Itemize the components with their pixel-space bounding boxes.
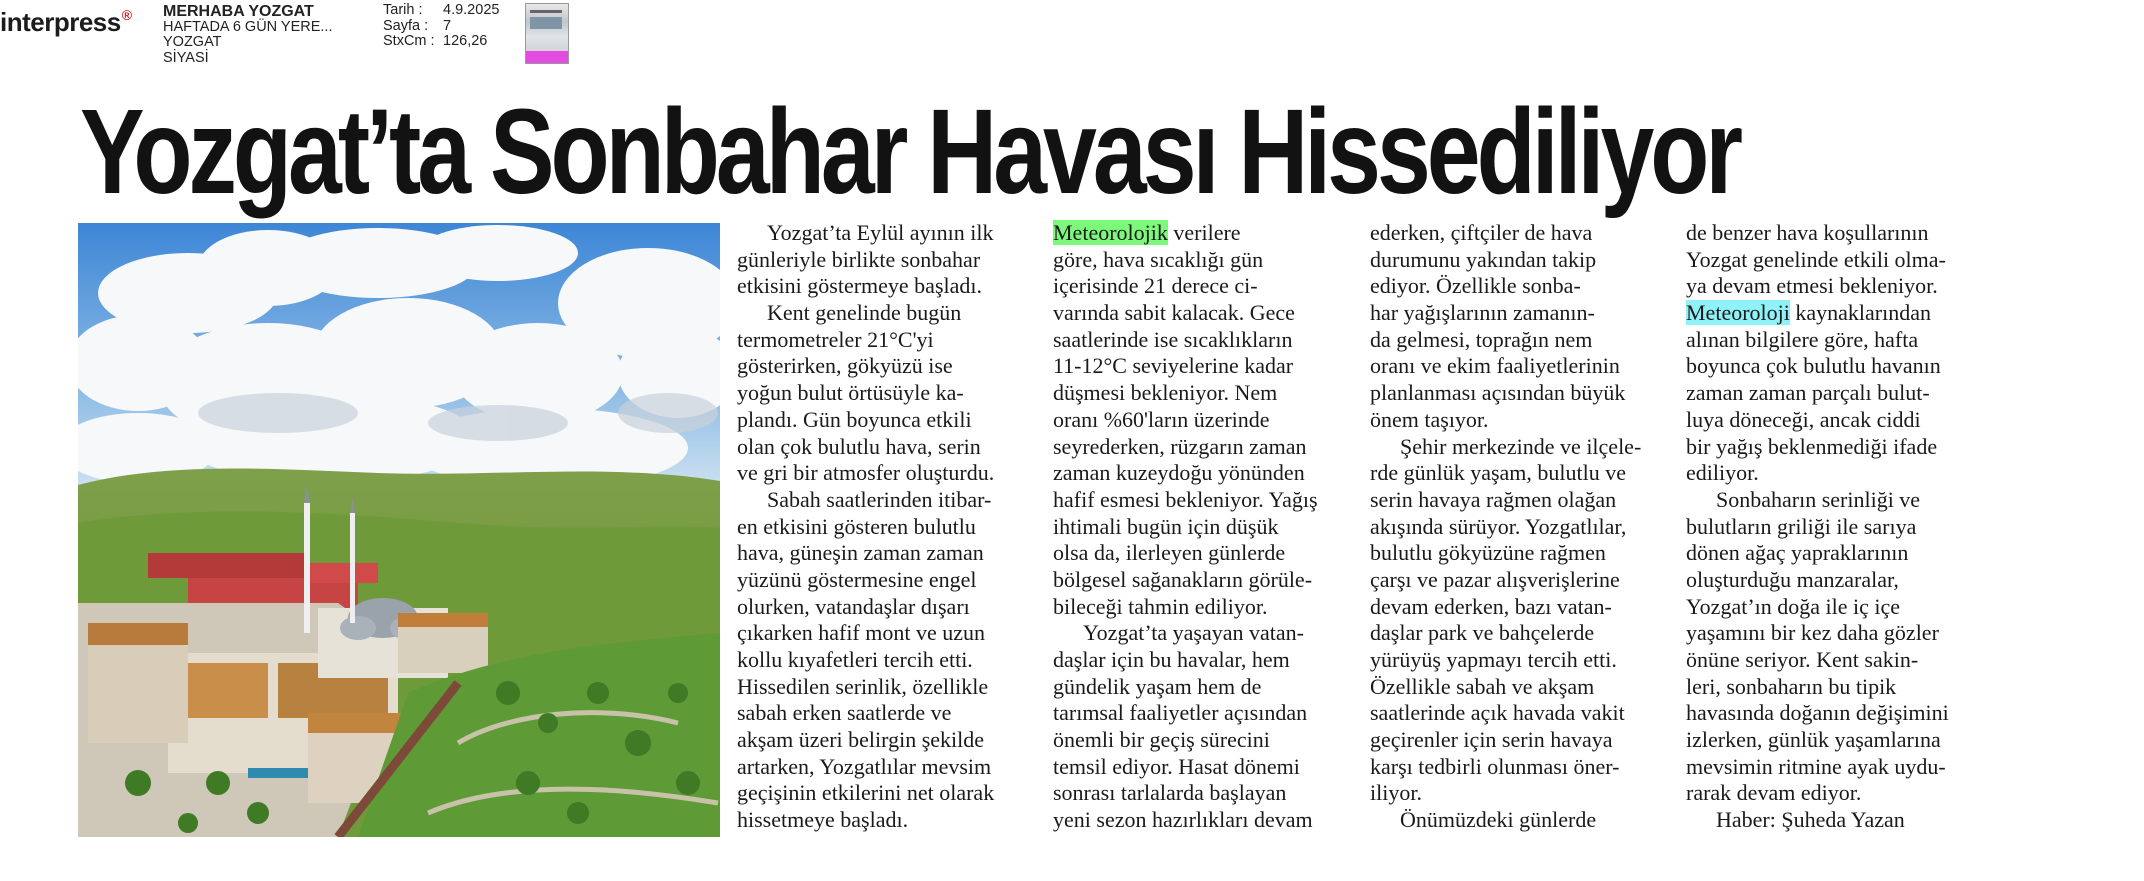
article-line: saatlerinde ise sıcaklıkların — [1053, 326, 1293, 352]
meta-key: Sayfa : — [383, 17, 429, 34]
article-line: zaman kuzeydoğu yönünden — [1053, 460, 1305, 486]
article-line: ihtimali bugün için düşük — [1053, 513, 1279, 539]
article-line: sonrası tarlalarda başlayan — [1053, 780, 1287, 806]
article-line: bulutlu gökyüzüne rağmen — [1370, 540, 1606, 566]
article-line: oranı %60'ların üzerinde — [1053, 406, 1270, 432]
article-line: yürüyüş yapmayı tercih etti. — [1370, 647, 1617, 672]
article-line: Kent genelinde bugün — [767, 300, 962, 326]
article-line: olsa da, ilerleyen günlerde — [1053, 540, 1286, 566]
article-column-1 — [737, 220, 994, 834]
meta-row-page — [383, 19, 499, 35]
article-line: Hissedilen serinlik, özellikle — [737, 673, 989, 699]
article-line: önemli bir geçiş sürecini — [1053, 727, 1270, 753]
article-line: içerisinde 21 derece ci- — [1053, 273, 1258, 299]
article-line: boyunca çok bulutlu havanın — [1686, 353, 1941, 379]
article-line: Önümüzdeki günlerde — [1400, 807, 1597, 833]
article-line: akışında sürüyor. Yozgatlılar, — [1370, 513, 1627, 539]
article-line: ederken, çiftçiler de hava — [1370, 220, 1593, 245]
article-line: yaşamını bir kez daha gözler — [1686, 620, 1939, 646]
publication-info — [163, 4, 332, 66]
article-line: bileceği tahmin ediliyor. — [1053, 593, 1268, 619]
highlighted-keyword: Meteoroloji — [1686, 300, 1790, 326]
article-line: çıkarken hafif mont ve uzun — [737, 620, 986, 646]
article-line: serin havaya rağmen olağan — [1370, 486, 1617, 512]
article-line: da gelmesi, toprağın nem — [1370, 326, 1593, 352]
article-line: çarşı ve pazar alışverişlerine — [1370, 566, 1620, 592]
article-line: rarak devam ediyor. — [1686, 780, 1862, 806]
article-column-2 — [1053, 220, 1318, 834]
meta-key: Tarih : — [383, 2, 423, 18]
registered-mark: ® — [121, 7, 132, 23]
article-line: akşam üzeri belirgin şekilde — [737, 727, 985, 753]
publication-frequency: HAFTADA 6 GÜN YERE... — [163, 18, 333, 35]
article-line: olurken, vatandaşlar dışarı — [737, 593, 970, 619]
meta-value: 7 — [443, 17, 452, 34]
article-column-3 — [1370, 220, 1641, 834]
page-thumbnail[interactable] — [525, 3, 569, 64]
article-line: saatlerinde açık havada vakit — [1370, 700, 1625, 726]
article-line — [1053, 220, 1318, 247]
article-line: leri, sonbaharın bu tipik — [1686, 673, 1897, 699]
article-line: Şehir merkezinde ve ilçele- — [1400, 433, 1642, 459]
article-line: hissetmeye başladı. — [737, 807, 909, 833]
article-line: düşmesi bekleniyor. Nem — [1053, 380, 1278, 406]
article-line: Yozgat genelinde etkili olma- — [1686, 246, 1946, 272]
article-line: bir yağış beklenmediği ifade — [1686, 433, 1938, 459]
article-photo — [78, 223, 720, 837]
article-line: rde günlük yaşam, bulutlu ve — [1370, 460, 1627, 486]
article-line: karşı tedbirli olunması öner- — [1370, 753, 1620, 779]
article-line: Haber: Şuheda Yazan — [1716, 807, 1905, 833]
article-line: Yozgat’ın doğa ile iç içe — [1686, 593, 1901, 619]
article-line: plandı. Gün boyunca etkili — [737, 406, 972, 432]
article-line: ve gri bir atmosfer oluşturdu. — [737, 460, 995, 486]
article-line — [1686, 300, 1949, 327]
article-line: yoğun bulut örtüsüyle ka- — [737, 380, 964, 406]
article-line: de benzer hava koşullarının — [1686, 220, 1929, 245]
article-line: alınan bilgilere göre, hafta — [1686, 326, 1919, 352]
article-line: Özellikle sabah ve akşam — [1370, 673, 1595, 699]
line-text: verilere — [1167, 220, 1241, 245]
interpress-logo — [0, 7, 132, 38]
article-line: daşlar park ve bahçelerde — [1370, 620, 1595, 646]
thumbnail-headline-mark — [530, 10, 562, 13]
article-line: kollu kıyafetleri tercih etti. — [737, 647, 973, 672]
article-line: ya devam etmesi bekleniyor. — [1686, 273, 1938, 299]
article-line: hava, güneşin zaman zaman — [737, 540, 984, 566]
article-line: temsil ediyor. Hasat dönemi — [1053, 753, 1300, 779]
article-line: devam ederken, bazı vatan- — [1370, 593, 1612, 619]
article-line: gösterirken, gökyüzü ise — [737, 353, 953, 379]
article-column-4 — [1686, 220, 1949, 834]
article-line: Yozgat’ta yaşayan vatan- — [1083, 620, 1304, 646]
meta-value: 4.9.2025 — [443, 2, 500, 18]
meta-row-stxcm — [383, 34, 499, 50]
article-line: Sonbaharın serinliği ve — [1716, 486, 1921, 512]
meta-value: 126,26 — [443, 33, 488, 49]
article-line: geçirenler için serin havaya — [1370, 727, 1613, 753]
publication-category: SİYASİ — [163, 49, 209, 66]
article-line: Yozgat’ta Eylül ayının ilk — [767, 220, 994, 245]
article-line: etkisini göstermeye başladı. — [737, 273, 982, 299]
article-line: Sabah saatlerinden itibar- — [767, 486, 992, 512]
article-line: oranı ve ekim faaliyetlerinin — [1370, 353, 1620, 379]
article-line: olan çok bulutlu hava, serin — [737, 433, 981, 459]
publication-city: YOZGAT — [163, 34, 222, 50]
article-line: göre, hava sıcaklığı gün — [1053, 246, 1264, 272]
article-line: yeni sezon hazırlıkları devam — [1053, 807, 1313, 833]
meta-row-date — [383, 3, 499, 19]
article-line: önem taşıyor. — [1370, 406, 1489, 432]
article-line: har yağışlarının zamanın- — [1370, 300, 1595, 326]
article-line: oluşturduğu manzaralar, — [1686, 566, 1899, 592]
article-line: hafif esmesi bekleniyor. Yağış — [1053, 486, 1318, 512]
article-line: seyrederken, rüzgarın zaman — [1053, 433, 1307, 459]
article-line: mevsimin ritmine ayak uydu- — [1686, 753, 1946, 779]
article-line: sabah erken saatlerde ve — [737, 700, 952, 726]
logo-text: interpress — [0, 7, 121, 37]
article-line: iliyor. — [1370, 780, 1422, 806]
article-line: tarımsal faaliyetler açısından — [1053, 700, 1308, 726]
article-line: zaman zaman parçalı bulut- — [1686, 380, 1930, 406]
meta-key: StxCm : — [383, 33, 435, 49]
thumbnail-photo-mark — [530, 17, 562, 29]
highlighted-keyword: Meteorolojik — [1053, 220, 1168, 245]
article-line: geçişinin etkilerini net olarak — [737, 780, 995, 806]
article-line: termometreler 21°C'yi — [737, 326, 934, 352]
article-line: artarken, Yozgatlılar mevsim — [737, 753, 992, 779]
article-line: ediliyor. — [1686, 460, 1759, 486]
clipping-meta — [383, 3, 499, 50]
article-headline: Yozgat’ta Sonbahar Havası Hissediliyor — [80, 83, 1740, 219]
article-line: izlerken, günlük yaşamlarına — [1686, 727, 1941, 753]
article-line: planlanması açısından büyük — [1370, 380, 1626, 406]
article-line: ediyor. Özellikle sonba- — [1370, 273, 1581, 299]
article-line: bulutların griliği ile sarıya — [1686, 513, 1917, 539]
article-line: varında sabit kalacak. Gece — [1053, 300, 1295, 326]
publication-name: MERHABA YOZGAT — [163, 3, 314, 20]
article-line: bölgesel sağanakların görüle- — [1053, 566, 1313, 592]
article-line: daşlar için bu havalar, hem — [1053, 647, 1290, 672]
thumbnail-highlight-bar — [526, 51, 568, 63]
article-line: yüzünü göstermesine engel — [737, 566, 977, 592]
article-line: gündelik yaşam hem de — [1053, 673, 1262, 699]
article-line: günleriyle birlikte sonbahar — [737, 246, 981, 272]
article-line: dönen ağaç yapraklarının — [1686, 540, 1909, 566]
mosque-park-illustration — [78, 223, 720, 837]
article-line: havasında doğanın değişimini — [1686, 700, 1949, 726]
article-line: durumunu yakından takip — [1370, 246, 1597, 272]
line-text: kaynaklarından — [1789, 300, 1931, 326]
article-line: en etkisini gösteren bulutlu — [737, 513, 976, 539]
article-line: 11-12°C seviyelerine kadar — [1053, 353, 1294, 379]
article-line: önüne seriyor. Kent sakin- — [1686, 647, 1919, 672]
article-line: luya döneceği, ancak ciddi — [1686, 406, 1921, 432]
